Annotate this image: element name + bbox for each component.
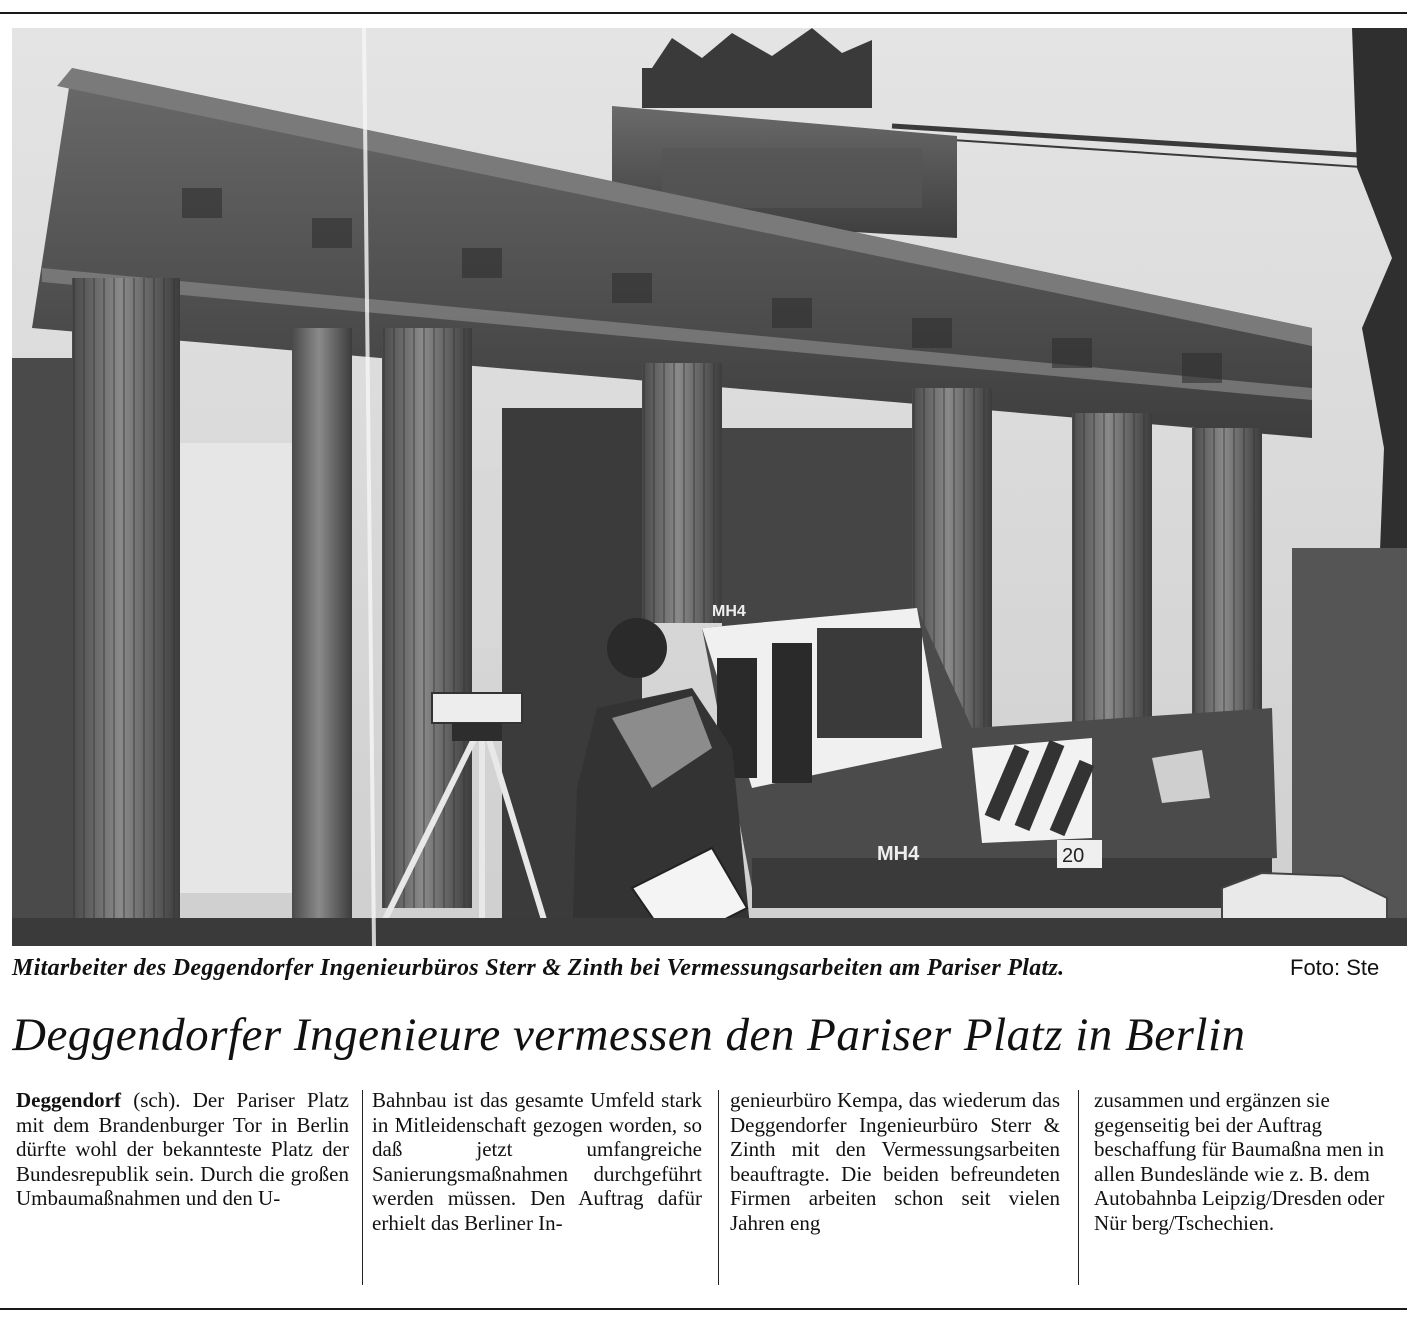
bottom-rule xyxy=(0,1308,1407,1310)
article-dateline: Deggendorf xyxy=(16,1088,121,1112)
article-column-3: genieurbüro Kempa, das wiederum das Deggendorfer Ingenieurbüro Sterr & Zinth mit den Vermessungsarbeiten beauftragte. Die beiden befreundeten Firmen arbeiten schon seit vielen Jahren eng xyxy=(730,1088,1060,1235)
article-column-1-text: (sch). Der Pariser Platz mit dem Brandenburger Tor in Berlin dürfte wohl der bekannteste Platz der Bundesrepublik sein. Durch die großen Umbaumaßnahmen und den U- xyxy=(16,1088,349,1210)
photo-caption: Mitarbeiter des Deggendorfer Ingenieurbüros Sterr & Zinth bei Vermessungsarbeiten am Pariser Platz. xyxy=(12,955,1065,981)
article-column-1 xyxy=(16,1088,349,1293)
column-separator xyxy=(1078,1090,1079,1285)
vehicle-model-label-top: MH4 xyxy=(712,603,746,620)
top-rule xyxy=(0,12,1407,14)
photo-credit: Foto: Ste xyxy=(1290,955,1380,980)
vehicle-model-label: MH4 xyxy=(877,843,920,865)
article-body xyxy=(12,1088,1407,1298)
news-photo-brandenburger-tor xyxy=(12,28,1407,946)
article-column-2: Bahnbau ist das gesamte Umfeld stark in Mitleidenschaft gezogen worden, so daß jetzt umfangreiche Sanierungsmaßnahmen durchgeführt werden müssen. Den Auftrag dafür erhielt das Berliner In- xyxy=(372,1088,702,1235)
column-separator xyxy=(718,1090,719,1285)
vehicle-number: 20 xyxy=(1062,845,1085,867)
photo-caption-row xyxy=(12,955,1407,991)
article-headline: Deggendorfer Ingenieure vermessen den Pariser Platz in Berlin xyxy=(12,1009,1246,1061)
article-column-4-text: zusammen und ergänzen sie gegenseitig bei der Auftrag beschaffung für Baumaßna men in allen Bundeslände wie z. B. dem Autobahnba Leipzig/Dresden oder Nür berg/Tschechien. xyxy=(1094,1088,1385,1235)
article-column-4 xyxy=(1094,1088,1407,1293)
column-separator xyxy=(362,1090,363,1285)
